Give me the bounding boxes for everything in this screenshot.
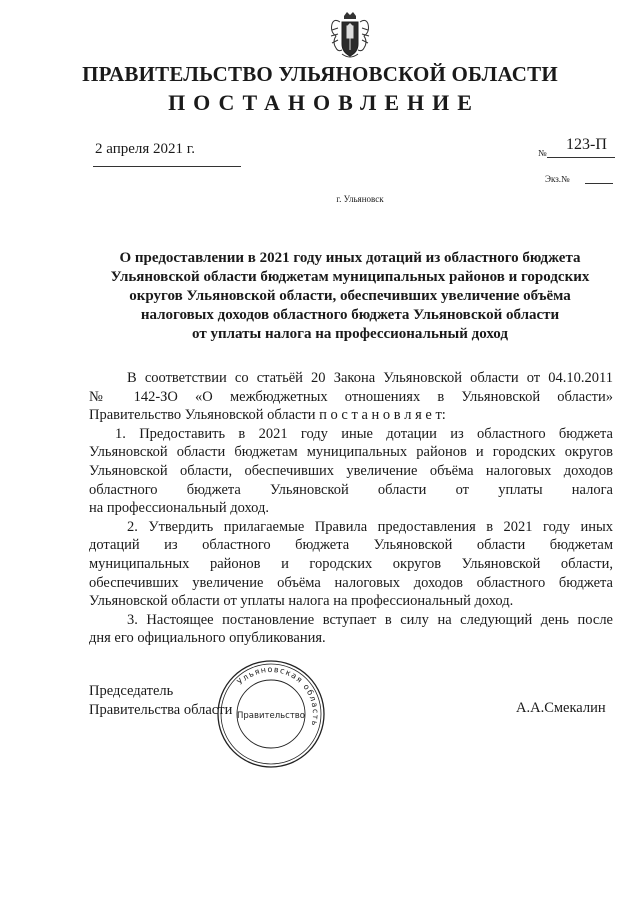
city: г. Ульяновск [336, 194, 384, 204]
organization-name: ПРАВИТЕЛЬСТВО УЛЬЯНОВСКОЙ ОБЛАСТИ [82, 62, 558, 86]
official-stamp [215, 658, 327, 770]
stamp-center-text: Правительство [237, 711, 305, 721]
title-line: О предоставлении в 2021 году иных дотаций из областного бюджета [119, 250, 581, 266]
clause-1 [89, 425, 613, 518]
text-line: 2. Утвердить прилагаемые Правила предоставления в 2021 году иных [127, 518, 613, 535]
clause-3 [89, 611, 613, 648]
clause-2 [89, 518, 613, 611]
text-line: областного бюджета Ульяновской области от уплаты налога [89, 481, 613, 498]
document-number: 123-П [566, 136, 607, 153]
title-line: налоговых доходов областного бюджета Ульяновской области [140, 307, 560, 323]
signatory-title-line: Председатель [89, 683, 174, 699]
text-line: № 142-ЗО «О межбюджетных отношениях в Ульяновской области» [89, 388, 613, 405]
number-prefix: № [538, 148, 547, 158]
copy-number-label: Экз.№ [545, 174, 570, 184]
document-date: 2 апреля 2021 г. [95, 141, 195, 157]
text-line: обеспечивших увеличение объёма налоговых доходов областного бюджета [89, 574, 613, 591]
coat-of-arms-icon [328, 8, 372, 64]
document-body [89, 369, 613, 648]
signatory-title [89, 682, 232, 720]
text-line: Правительство Ульяновской области п о с т а н о в л я е т: [89, 407, 446, 424]
document-type: ПОСТАНОВЛЕНИЕ [168, 90, 480, 115]
stamp-ring-text: Ульяновская область [235, 664, 321, 728]
title-line: от уплаты налога на профессиональный доход [192, 326, 508, 342]
text-line: дотаций из областного бюджета Ульяновской области бюджетам [89, 537, 613, 554]
text-line: 3. Настоящее постановление вступает в силу на следующий день после [127, 611, 613, 628]
signatory-title-line: Правительства области [89, 702, 233, 718]
document-title [60, 249, 640, 344]
text-line: 1. Предоставить в 2021 году иные дотации из областного бюджета [115, 425, 613, 442]
text-line: дня его официального опубликования. [89, 630, 326, 647]
text-line: муниципальных районов и городских округов Ульяновской области, [89, 555, 613, 572]
text-line: Ульяновской области, обеспечивших увеличение объёма налоговых доходов [89, 462, 613, 479]
signatory-name: А.А.Смекалин [516, 700, 606, 716]
text-line: Ульяновской области от уплаты налога на профессиональный доход. [89, 593, 514, 610]
title-line: Ульяновской области бюджетам муниципальных районов и городских [110, 269, 590, 285]
preamble-paragraph [89, 369, 613, 425]
copy-number-underline [585, 183, 613, 184]
text-line: Ульяновской области бюджетам муниципальных районов и городских округов [89, 444, 613, 461]
number-underline [547, 157, 615, 158]
text-line: на профессиональный доход. [89, 500, 270, 517]
title-line: округов Ульяновской области, обеспечивших увеличение объёма [129, 288, 571, 304]
text-line: В соответствии со статьёй 20 Закона Ульяновской области от 04.10.2011 [127, 370, 613, 386]
date-underline [93, 166, 241, 167]
